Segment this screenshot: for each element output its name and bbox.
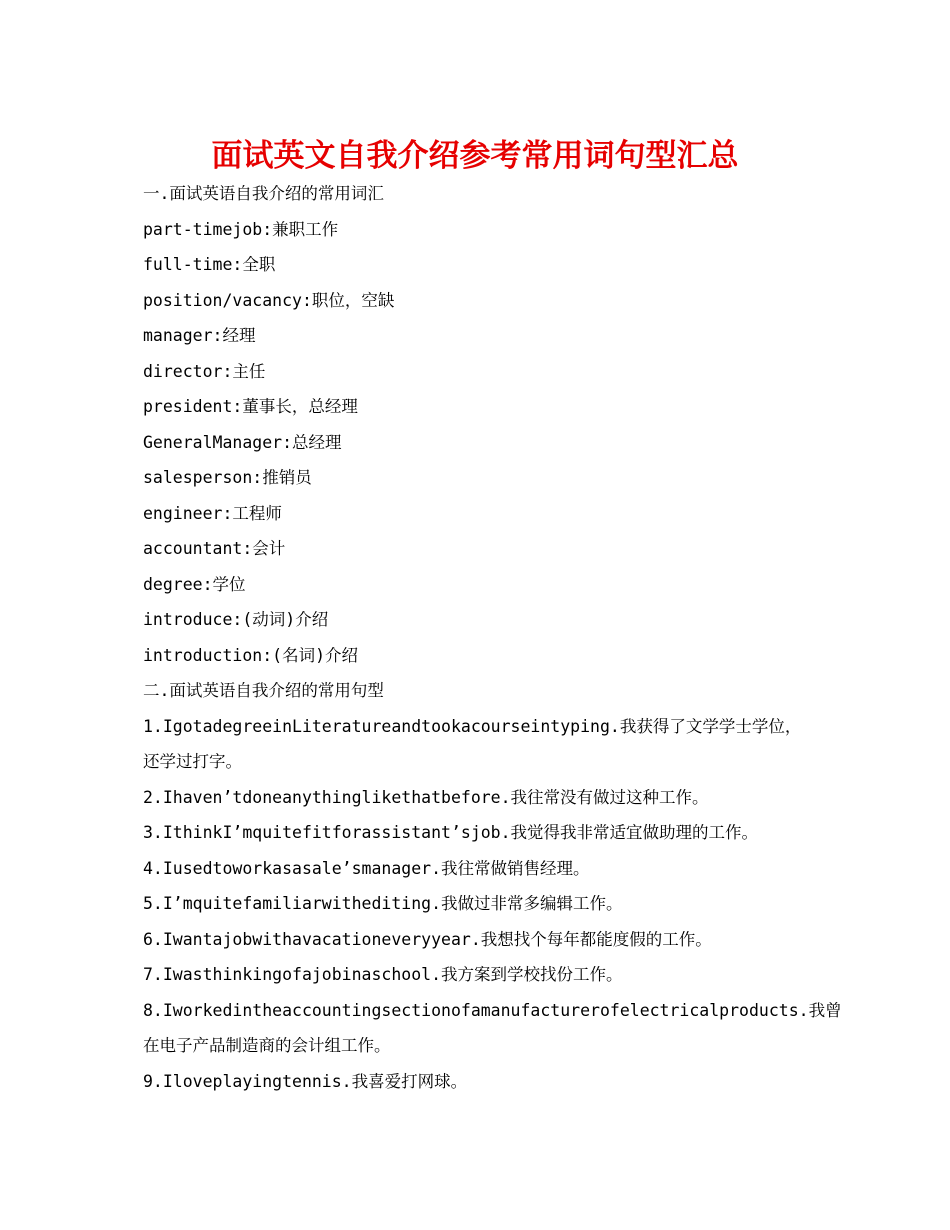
- vocab-line: introduction:(名词)介绍: [143, 645, 359, 665]
- document-body: [143, 176, 842, 1099]
- sentence-line: 1.IgotadegreeinLiteratureandtookacourseintyping.我获得了文学学士学位，: [143, 716, 802, 736]
- vocab-line: engineer:工程师: [143, 503, 282, 523]
- vocab-line: degree:学位: [143, 574, 246, 594]
- sentence-line: 2.Ihaven’tdoneanythinglikethatbefore.我往常没有做过这种工作。: [143, 787, 709, 807]
- section-heading-sentences: 二.面试英语自我介绍的常用句型: [143, 681, 384, 700]
- sentence-line: 3.IthinkI’mquitefitforassistant’sjob.我觉得我非常适宜做助理的工作。: [143, 823, 759, 842]
- vocab-line: position/vacancy:职位，空缺: [143, 290, 395, 310]
- vocab-line: accountant:会计: [143, 539, 286, 558]
- vocab-line: president:董事长，总经理: [143, 397, 358, 416]
- vocab-line: part-timejob:兼职工作: [143, 219, 339, 239]
- sentence-line: 在电子产品制造商的会计组工作。: [143, 1036, 391, 1055]
- sentence-line: 8.Iworkedintheaccountingsectionofamanufacturerofelectricalproducts.我曾: [143, 1000, 842, 1020]
- sentence-line: 7.Iwasthinkingofajobinaschool.我方案到学校找份工作。: [143, 965, 623, 984]
- sentence-line: 9.Iloveplayingtennis.我喜爱打网球。: [143, 1071, 468, 1091]
- section-heading-vocabulary: 一.面试英语自我介绍的常用词汇: [143, 184, 384, 203]
- vocab-line: director:主任: [143, 361, 266, 381]
- sentence-line: 还学过打字。: [143, 752, 242, 771]
- vocab-line: full-time:全职: [143, 255, 276, 274]
- sentence-line: 6.Iwantajobwithavacationeveryyear.我想找个每年都能度假的工作。: [143, 929, 712, 949]
- vocab-line: GeneralManager:总经理: [143, 432, 342, 452]
- document-title: 面试英文自我介绍参考常用词句型汇总: [211, 138, 739, 174]
- sentence-line: 5.I’mquitefamiliarwithediting.我做过非常多编辑工作。: [143, 894, 623, 913]
- vocab-line: introduce:(动词)介绍: [143, 610, 329, 629]
- sentence-line: 4.Iusedtoworkasasale’smanager.我往常做销售经理。: [143, 858, 590, 878]
- vocab-line: salesperson:推销员: [143, 468, 312, 487]
- vocab-line: manager:经理: [143, 326, 256, 345]
